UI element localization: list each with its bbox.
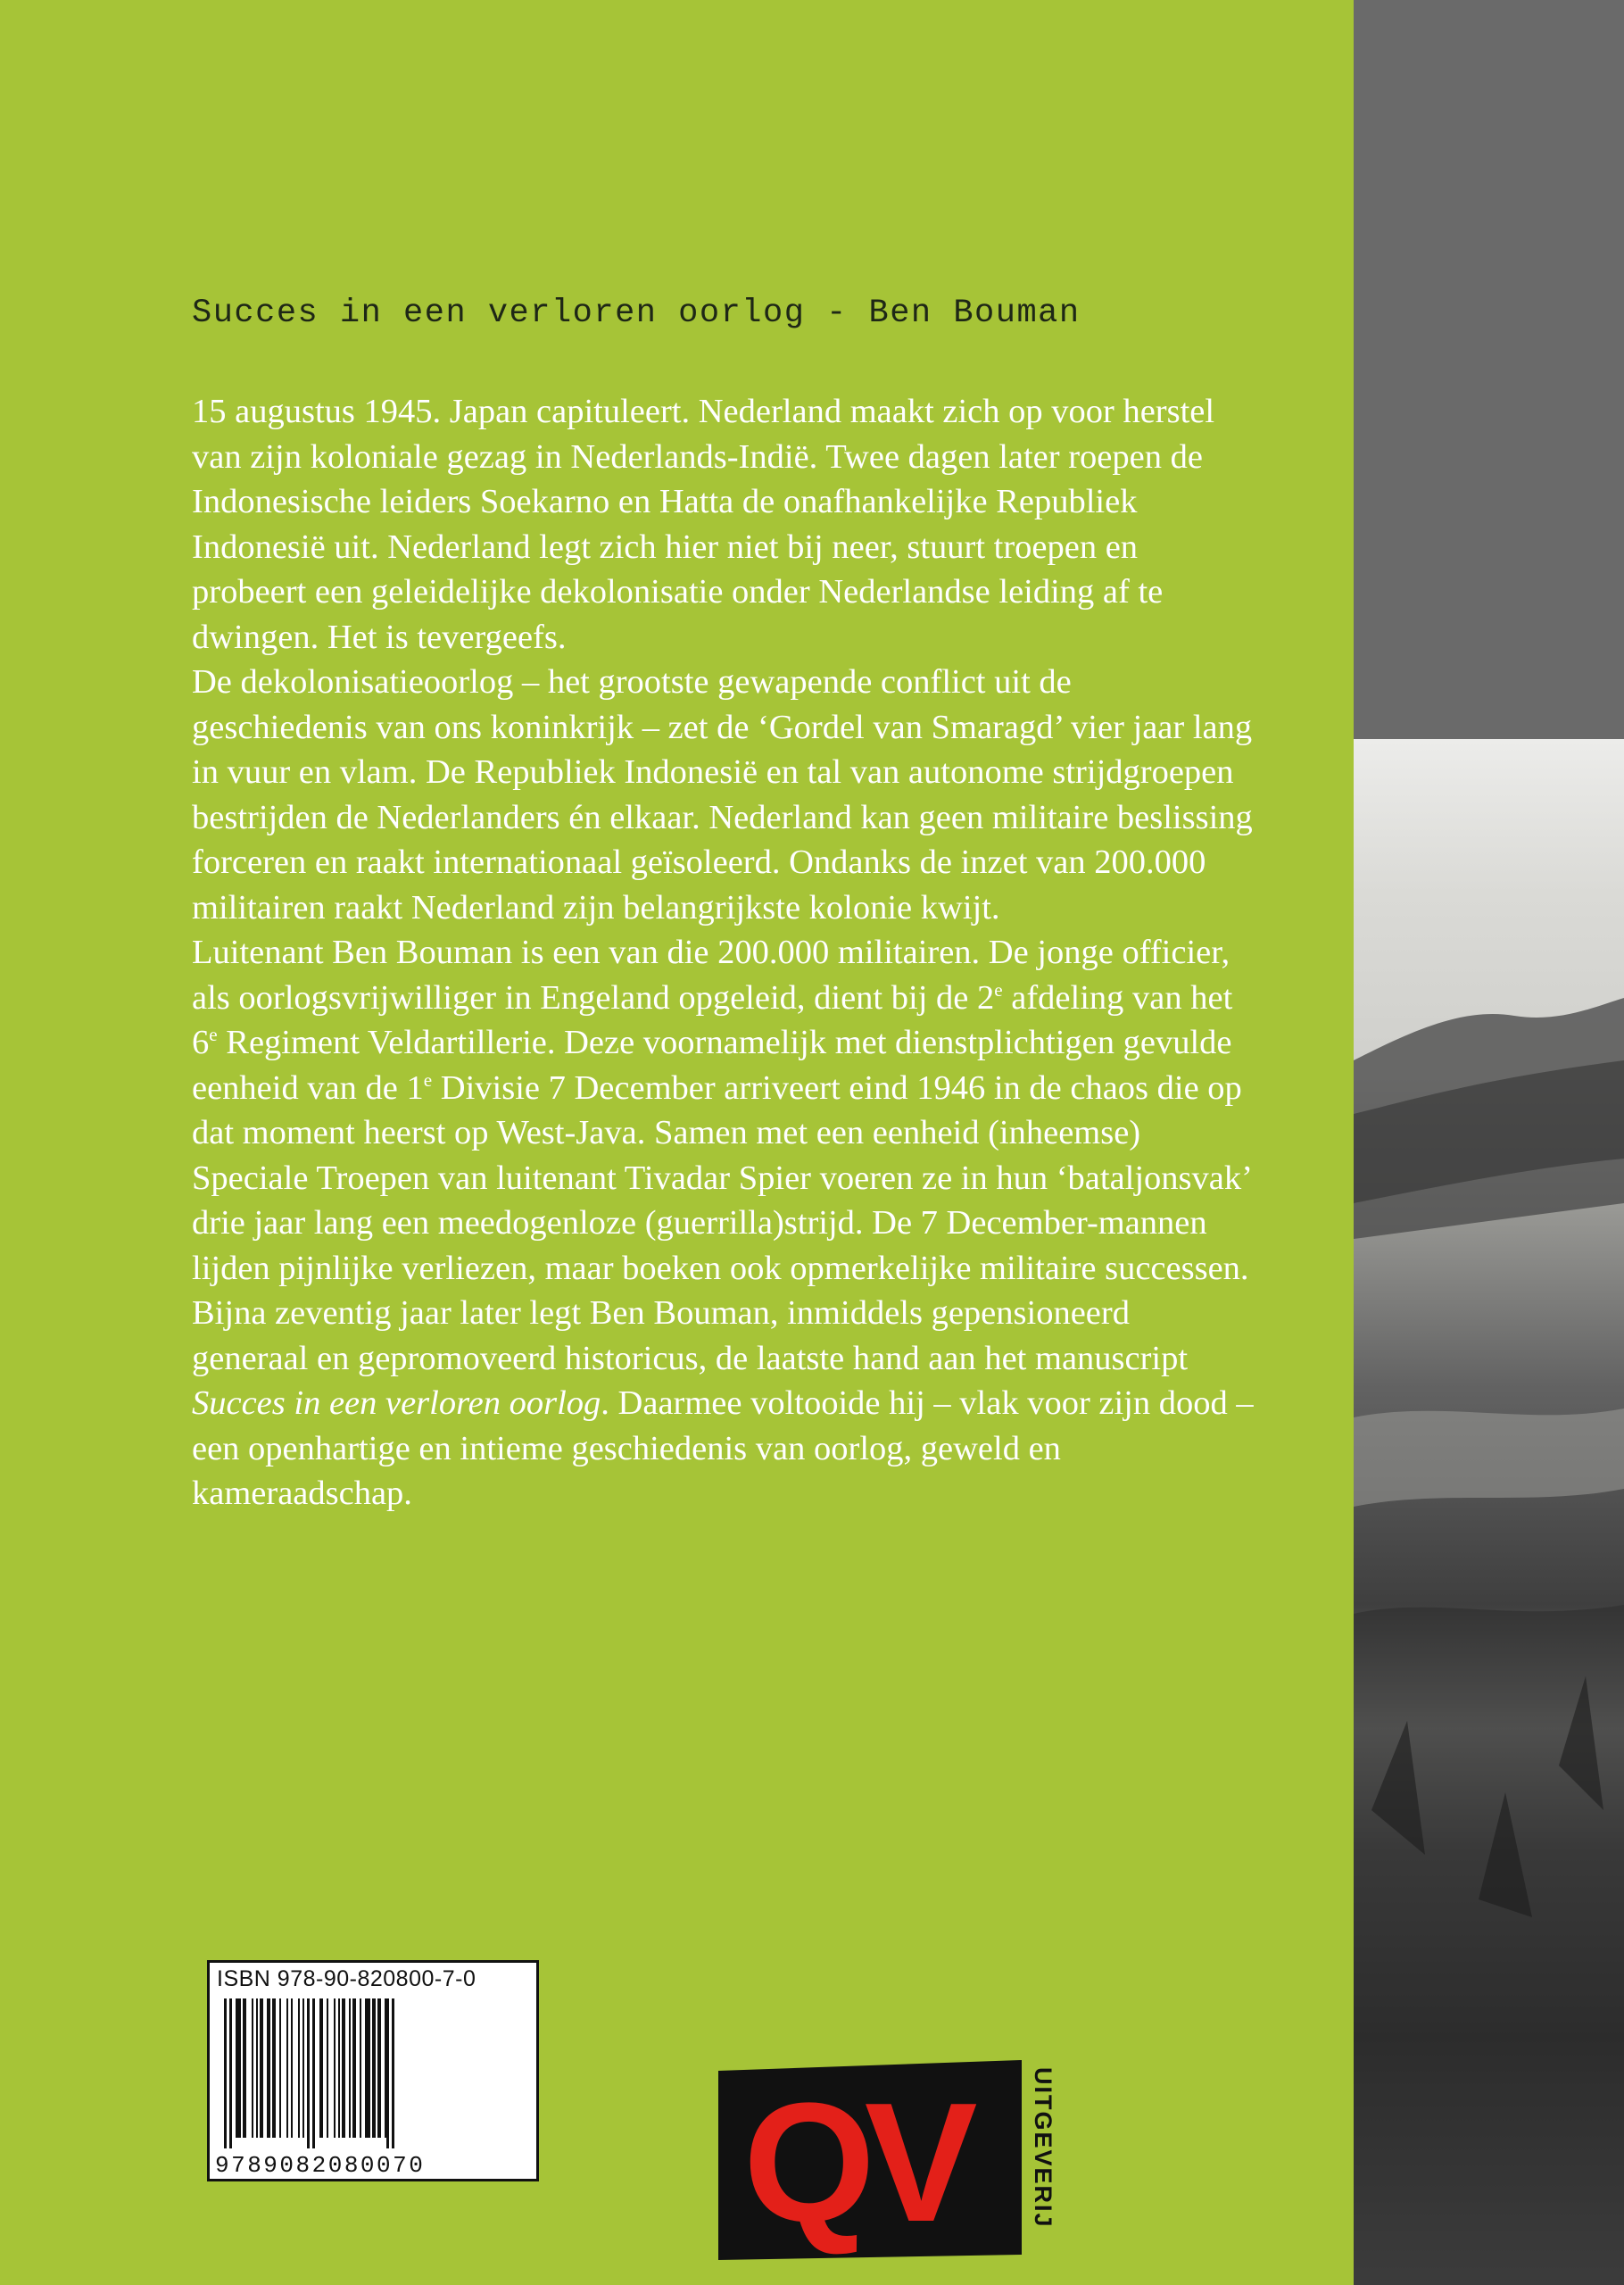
barcode-bar: [232, 1998, 236, 2138]
barcode-bar: [370, 1998, 372, 2138]
blurb-paragraph: [192, 930, 1254, 1516]
barcode-bar: [336, 1998, 338, 2138]
ordinal-suffix: e: [994, 978, 1003, 1001]
barcode-bar: [288, 1998, 291, 2138]
barcode-bar: [302, 1998, 304, 2138]
barcode-bar: [315, 1998, 318, 2148]
barcode-bar: [381, 1998, 385, 2138]
barcode-bar: [298, 1998, 300, 2138]
text-run: Divisie 7 December arriveert eind 1946 in de chaos die op dat moment heerst op West-Java. Samen met een eenheid (inheemse) Speciale Troepen van luitenant Tivadar Spier voeren ze in hun ‘bataljonsvak’ drie jaar lang een meedogenloze (guerrilla)strijd. De 7 December-mannen lijden pijnlijke verliezen, maar boeken ook opmerkelijke militaire successen. Bijna zeventig jaar later legt Ben Bouman, inmiddels gepensioneerd generaal en gepromoveerd historicus, de laatste hand aan het manuscript: [192, 1068, 1251, 1377]
text-run: 15 augustus 1945. Japan capituleert. Nederland maakt zich op voor herstel van zijn koloniale gezag in Nederlands-Indië. Twee dagen later roepen de Indonesische leiders Soekarno en Hatta de onafhankelijke Republiek Indonesië uit. Nederland legt zich hier niet bij neer, stuurt troepen en probeert een geleidelijke dekolonisatie onder Nederlandse leiding af te dwingen. Het is tevergeefs.: [192, 393, 1215, 656]
publisher-logo: [718, 2060, 1057, 2265]
isbn-number: ISBN 978-90-820800-7-0: [217, 1966, 476, 1991]
text-run: De dekolonisatieoorlog – het grootste gewapende conflict uit de geschiedenis van ons koninkrijk – zet de ‘Gordel van Smaragd’ vier jaar lang in vuur en vlam. De Republiek Indonesië en tal van autonome strijdgroepen bestrijden de Nederlanders én elkaar. Nederland kan geen militaire beslissing forceren en raakt internationaal geïsoleerd. Ondanks de inzet van 200.000 militairen raakt Nederland zijn belangrijkste kolonie kwijt.: [192, 663, 1253, 926]
barcode-bar: [360, 1998, 361, 2138]
gray-spine-area: [1354, 0, 1624, 739]
logo-vertical-text: UITGEVERIJ: [1030, 2067, 1056, 2229]
barcode-bar: [258, 1998, 260, 2138]
barcode-bar: [307, 1998, 310, 2148]
barcode-bar: [270, 1998, 272, 2138]
landscape-photo: [1354, 739, 1624, 2285]
barcode-bar: [286, 1998, 288, 2138]
barcode-bar: [310, 1998, 312, 2148]
barcode-bar: [351, 1998, 352, 2138]
blurb-paragraph: [192, 660, 1254, 930]
ean-digits: 9789082080070: [215, 2152, 426, 2179]
logo-letters: QV: [743, 2068, 967, 2257]
barcode-bar: [256, 1998, 258, 2138]
barcode-bar: [323, 1998, 327, 2138]
blurb-text: [192, 389, 1254, 1516]
text-run: . Daarmee voltooide hij – vlak voor zijn dood – een openhartige en intieme geschiedenis van oorlog, geweld en kameraadschap.: [192, 1384, 1254, 1512]
barcode-bar: [246, 1998, 252, 2138]
barcode-bar: [377, 1998, 381, 2138]
barcode-bar: [352, 1998, 356, 2138]
barcode-bar: [319, 1998, 323, 2138]
text-run: Regiment Veldartillerie. Deze voornamelijk met dienstplichtigen gevulde eenheid van de 1: [192, 1024, 1232, 1107]
barcode-bar: [243, 1998, 246, 2138]
isbn-barcode: [207, 1960, 539, 2181]
barcode-bar: [365, 1998, 370, 2138]
barcode-bar: [227, 1998, 229, 2148]
barcode-bar: [361, 1998, 365, 2138]
barcode-bar: [229, 1998, 232, 2148]
ordinal-suffix: e: [423, 1068, 433, 1091]
barcode-bar: [338, 1998, 340, 2138]
barcode-bar: [328, 1998, 334, 2138]
barcode-bar: [291, 1998, 293, 2138]
barcode-bar: [253, 1998, 256, 2138]
barcode-bar: [312, 1998, 315, 2148]
barcode-bar: [236, 1998, 241, 2138]
barcode-bar: [260, 1998, 263, 2138]
barcode-bar: [334, 1998, 336, 2138]
barcode-bar: [372, 1998, 376, 2138]
barcode-bar: [349, 1998, 351, 2138]
barcode-bar: [281, 1998, 286, 2138]
barcode-bar: [241, 1998, 243, 2138]
barcode-bar: [300, 1998, 302, 2138]
barcode-bar: [389, 1998, 392, 2148]
barcode-bar: [272, 1998, 276, 2138]
barcode-bar: [267, 1998, 270, 2138]
text-run: Luitenant Ben Bouman is een van die 200.000 militairen. De jonge officier, als oorlogsvrijwilliger in Engeland opgeleid, dient bij de 2: [192, 934, 1230, 1017]
barcode-bar: [340, 1998, 342, 2138]
book-title-author: Succes in een verloren oorlog - Ben Bouman: [192, 295, 1081, 332]
barcode-bar: [318, 1998, 319, 2138]
barcode-bar: [376, 1998, 377, 2138]
photo-strip: [1354, 0, 1624, 2285]
barcode-bars: [219, 1998, 531, 2148]
barcode-bar: [342, 1998, 345, 2138]
barcode-bar: [252, 1998, 253, 2138]
barcode-bar: [327, 1998, 328, 2138]
barcode-bar: [385, 1998, 386, 2138]
book-title-italic: Succes in een verloren oorlog: [192, 1384, 601, 1422]
barcode-bar: [356, 1998, 360, 2138]
barcode-bar: [276, 1998, 279, 2138]
barcode-bar: [263, 1998, 267, 2138]
barcode-bar: [293, 1998, 298, 2138]
barcode-bar: [345, 1998, 349, 2138]
landscape-photo-graphic: [1354, 739, 1624, 2285]
barcode-bar: [304, 1998, 307, 2148]
qv-uitgeverij-logo: [718, 2060, 1057, 2265]
blurb-paragraph: [192, 389, 1254, 660]
ordinal-suffix: e: [209, 1024, 218, 1046]
barcode-bar: [386, 1998, 389, 2148]
barcode-bar: [392, 1998, 394, 2148]
barcode-bar: [279, 1998, 281, 2138]
text-run: afdeling van het 6: [192, 978, 1233, 1061]
barcode-bar: [224, 1998, 227, 2148]
